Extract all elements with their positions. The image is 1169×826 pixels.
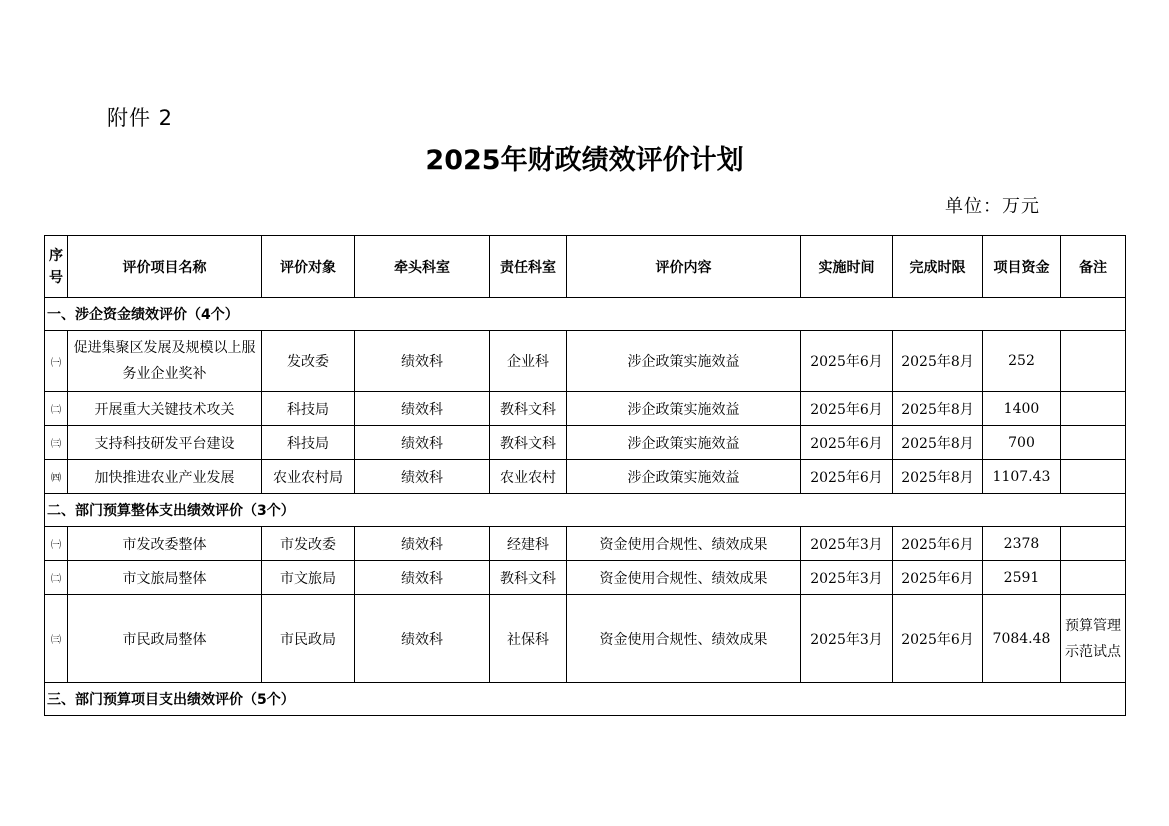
header-deadline: 完成时限 [893, 236, 983, 298]
table-header-row [45, 236, 1126, 298]
row-deadline: 2025年8月 [893, 426, 983, 460]
row-content: 涉企政策实施效益 [567, 460, 801, 494]
row-funds: 252 [983, 331, 1061, 392]
header-name: 评价项目名称 [68, 236, 262, 298]
row-name: 支持科技研发平台建设 [68, 426, 262, 460]
row-seq: ㈣ [45, 460, 68, 494]
row-start: 2025年3月 [801, 527, 893, 561]
row-funds: 7084.48 [983, 595, 1061, 683]
row-start: 2025年3月 [801, 561, 893, 595]
row-note [1061, 426, 1126, 460]
row-target: 发改委 [262, 331, 355, 392]
row-resp: 教科文科 [490, 426, 567, 460]
row-lead: 绩效科 [355, 426, 490, 460]
evaluation-plan-table [44, 235, 1126, 716]
row-deadline: 2025年8月 [893, 331, 983, 392]
row-resp: 农业农村 [490, 460, 567, 494]
row-resp: 企业科 [490, 331, 567, 392]
row-seq: ㈠ [45, 527, 68, 561]
row-note [1061, 331, 1126, 392]
row-target: 科技局 [262, 426, 355, 460]
table-row [45, 460, 1126, 494]
row-lead: 绩效科 [355, 561, 490, 595]
row-start: 2025年6月 [801, 460, 893, 494]
row-funds: 700 [983, 426, 1061, 460]
row-lead: 绩效科 [355, 331, 490, 392]
row-name: 促进集聚区发展及规模以上服务业企业奖补 [68, 331, 262, 392]
row-name: 加快推进农业产业发展 [68, 460, 262, 494]
header-seq: 序号 [45, 236, 68, 298]
row-deadline: 2025年8月 [893, 460, 983, 494]
row-content: 资金使用合规性、绩效成果 [567, 561, 801, 595]
row-deadline: 2025年6月 [893, 561, 983, 595]
row-note [1061, 392, 1126, 426]
document-title: 2025年财政绩效评价计划 [425, 145, 744, 176]
row-seq: ㈢ [45, 595, 68, 683]
row-deadline: 2025年6月 [893, 527, 983, 561]
row-content: 资金使用合规性、绩效成果 [567, 527, 801, 561]
table-row [45, 331, 1126, 392]
row-resp: 教科文科 [490, 392, 567, 426]
row-start: 2025年6月 [801, 426, 893, 460]
row-target: 市民政局 [262, 595, 355, 683]
table-row [45, 392, 1126, 426]
row-lead: 绩效科 [355, 527, 490, 561]
row-content: 涉企政策实施效益 [567, 392, 801, 426]
header-funds: 项目资金 [983, 236, 1061, 298]
row-resp: 社保科 [490, 595, 567, 683]
row-content: 涉企政策实施效益 [567, 331, 801, 392]
row-lead: 绩效科 [355, 595, 490, 683]
attachment-label: 附件 2 [107, 106, 174, 130]
row-funds: 1107.43 [983, 460, 1061, 494]
header-lead: 牵头科室 [355, 236, 490, 298]
row-start: 2025年6月 [801, 392, 893, 426]
header-content: 评价内容 [567, 236, 801, 298]
row-funds: 1400 [983, 392, 1061, 426]
header-target: 评价对象 [262, 236, 355, 298]
table-row [45, 426, 1126, 460]
section-row [45, 494, 1126, 527]
row-target: 农业农村局 [262, 460, 355, 494]
row-start: 2025年6月 [801, 331, 893, 392]
row-seq: ㈡ [45, 392, 68, 426]
row-content: 涉企政策实施效益 [567, 426, 801, 460]
row-deadline: 2025年8月 [893, 392, 983, 426]
row-target: 科技局 [262, 392, 355, 426]
row-name: 开展重大关键技术攻关 [68, 392, 262, 426]
row-funds: 2378 [983, 527, 1061, 561]
row-funds: 2591 [983, 561, 1061, 595]
row-resp: 教科文科 [490, 561, 567, 595]
section-title: 二、部门预算整体支出绩效评价（3个） [45, 494, 1126, 527]
row-note [1061, 561, 1126, 595]
section-row [45, 298, 1126, 331]
unit-label: 单位：万元 [945, 196, 1040, 217]
row-seq: ㈡ [45, 561, 68, 595]
section-row [45, 683, 1126, 716]
row-seq: ㈠ [45, 331, 68, 392]
table-row [45, 527, 1126, 561]
row-resp: 经建科 [490, 527, 567, 561]
row-seq: ㈢ [45, 426, 68, 460]
section-title: 三、部门预算项目支出绩效评价（5个） [45, 683, 1126, 716]
header-note: 备注 [1061, 236, 1126, 298]
row-start: 2025年3月 [801, 595, 893, 683]
row-note [1061, 460, 1126, 494]
section-title: 一、涉企资金绩效评价（4个） [45, 298, 1126, 331]
table-row [45, 561, 1126, 595]
row-name: 市文旅局整体 [68, 561, 262, 595]
row-target: 市发改委 [262, 527, 355, 561]
row-note [1061, 527, 1126, 561]
row-target: 市文旅局 [262, 561, 355, 595]
header-resp: 责任科室 [490, 236, 567, 298]
row-name: 市发改委整体 [68, 527, 262, 561]
row-deadline: 2025年6月 [893, 595, 983, 683]
row-lead: 绩效科 [355, 460, 490, 494]
row-note: 预算管理示范试点 [1061, 595, 1126, 683]
row-content: 资金使用合规性、绩效成果 [567, 595, 801, 683]
row-name: 市民政局整体 [68, 595, 262, 683]
header-start: 实施时间 [801, 236, 893, 298]
row-lead: 绩效科 [355, 392, 490, 426]
table-row [45, 595, 1126, 683]
